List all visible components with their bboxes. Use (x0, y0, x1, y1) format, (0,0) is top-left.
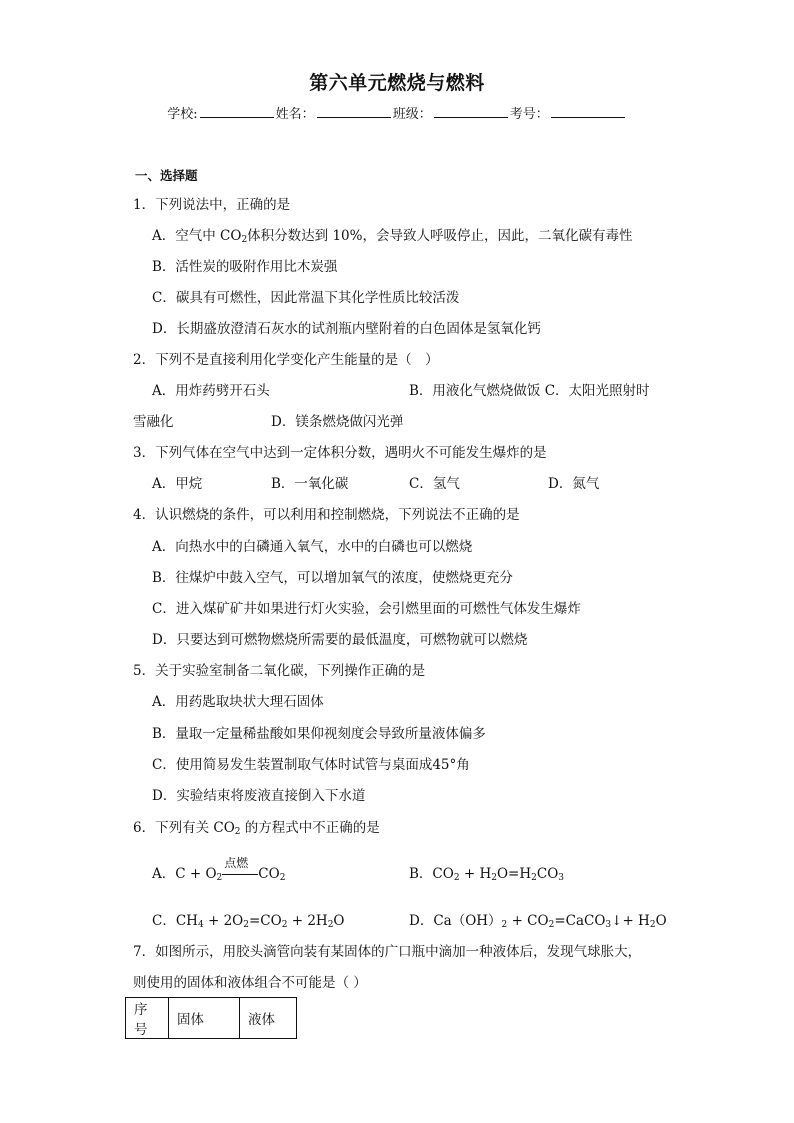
q5-option-a: A．用药匙取块状大理石固体 (152, 694, 324, 710)
q1-stem: 1．下列说法中，正确的是 (133, 197, 291, 213)
q1-option-a: A．空气中 $CO_2$体积分数达到 10%，会导致人呼吸停止，因此，二氧化碳有毒性 (152, 228, 633, 245)
q6-option-c: C．$CH_4 + 2O_2=CO_2 + 2H_2O$ (152, 913, 345, 930)
q6-option-a: A．$C + O_2$ 点燃 $CO_2$ (152, 855, 286, 883)
q7-stem-line1: 7．如图所示，用胶头滴管向装有某固体的广口瓶中滴加一种液体后，发现气球胀大， (133, 944, 642, 960)
q1-option-d: D．长期盛放澄清石灰水的试剂瓶内壁附着的白色固体是氢氧化钙 (152, 321, 541, 337)
q7-stem-line2: 则使用的固体和液体组合不可能是（ ） (133, 975, 367, 991)
q5-option-c: C．使用简易发生装置制取气体时试管与桌面成45°角 (152, 757, 470, 773)
q3-option-c: C．氢气 (409, 476, 460, 492)
section-heading: 一、选择题 (135, 168, 198, 183)
q1-option-b: B．活性炭的吸附作用比木炭强 (152, 259, 338, 275)
school-blank[interactable] (200, 105, 274, 118)
q4-option-a: A．向热水中的白磷通入氧气，水中的白磷也可以燃烧 (152, 539, 473, 555)
q5-option-d: D．实验结束将废液直接倒入下水道 (152, 788, 366, 804)
school-label: 学校: (167, 107, 198, 122)
q3-option-a: A．甲烷 (152, 476, 203, 492)
table-header-row (126, 998, 297, 1039)
q2-option-a: A．用炸药劈开石头 (152, 383, 270, 399)
q6-option-d: D．$Ca(OH)_2$ + $CO_2=CaCO_3↓+ H_2O$ (409, 913, 667, 930)
q3-option-d: D．氮气 (548, 476, 600, 492)
q3-option-b: B．一氧化碳 (271, 476, 349, 492)
class-label: 班级： (392, 107, 432, 122)
exam-no-label: 考号： (509, 107, 549, 122)
table-header-cell: 固体 (169, 998, 240, 1039)
q3-stem: 3．下列气体在空气中达到一定体积分数，遇明火不可能发生爆炸的是 (133, 445, 547, 461)
q2-option-c-cont: 雪融化 (133, 414, 174, 430)
page-title: 第六单元燃烧与燃料 (309, 72, 485, 94)
q5-option-b: B．量取一定量稀盐酸如果仰视刻度会导致所量液体偏多 (152, 726, 486, 742)
q6-stem: 6．下列有关 $CO_2$ 的方程式中不正确的是 (133, 820, 380, 837)
q4-option-c: C．进入煤矿矿井如果进行灯火实验，会引燃里面的可燃性气体发生爆炸 (152, 601, 581, 617)
q4-stem: 4．认识燃烧的条件，可以利用和控制燃烧，下列说法不正确的是 (133, 507, 520, 523)
exam-no-blank[interactable] (551, 105, 625, 118)
reaction-condition-arrow: 点燃 (222, 868, 258, 882)
table-header-cell: 液体 (240, 998, 297, 1039)
q4-option-b: B．往煤炉中鼓入空气，可以增加氧气的浓度，使燃烧更充分 (152, 570, 513, 586)
q7-table (125, 997, 297, 1039)
q2-option-d: D．镁条燃烧做闪光弹 (271, 414, 404, 430)
class-blank[interactable] (434, 105, 508, 118)
q6-option-b: B．$CO_2 + H_2O=H_2CO_3$ (409, 866, 564, 883)
q2-option-bc: B．用液化气燃烧做饭 C．太阳光照射时 (409, 383, 650, 399)
q1-option-c: C．碳具有可燃性，因此常温下其化学性质比较活泼 (152, 290, 460, 306)
q2-stem: 2．下列不是直接利用化学变化产生能量的是（ ） (133, 352, 439, 368)
q5-stem: 5．关于实验室制备二氧化碳，下列操作正确的是 (133, 663, 426, 679)
table-header-cell: 序号 (126, 998, 169, 1039)
student-info-line (0, 103, 794, 122)
name-blank[interactable] (317, 105, 391, 118)
q4-option-d: D．只要达到可燃物燃烧所需要的最低温度，可燃物就可以燃烧 (152, 632, 528, 648)
name-label: 姓名： (275, 107, 315, 122)
